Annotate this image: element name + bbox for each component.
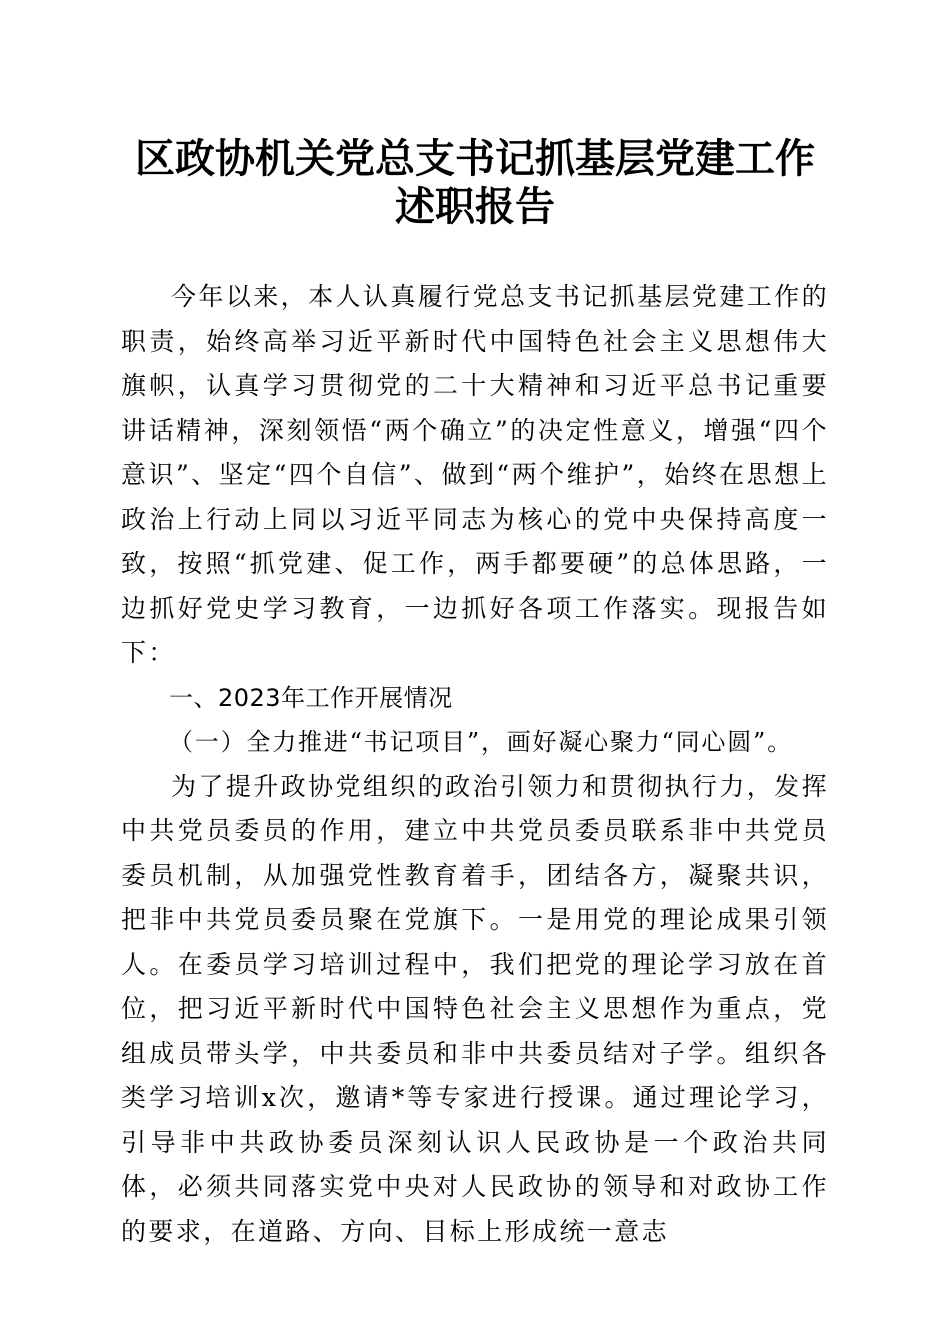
section-heading: 一、2023年工作开展情况 <box>169 683 453 712</box>
document-body <box>121 275 829 1254</box>
subsection-heading: （一）全力推进“书记项目”，画好凝心聚力“同心圆”。 <box>169 728 793 756</box>
body-paragraph: 为了提升政协党组织的政治引领力和贯彻执行力，发挥中共党员委员的作用，建立中共党员委员联系非中共党员委员机制，从加强党性教育着手，团结各方，凝聚共识，把非中共党员委员聚在党旗下。一是用党的理论成果引领人。在委员学习培训过程中，我们把党的理论学习放在首位，把习近平新时代中国特色社会主义思想作为重点，党组成员带头学，中共委员和非中共委员结对子学。组织各类学习培训x次，邀请*等专家进行授课。通过理论学习，引导非中共政协委员深刻认识人民政协是一个政治共同体，必须共同落实党中央对人民政协的领导和对政协工作的要求，在道路、方向、目标上形成统一意志 <box>121 771 829 1246</box>
document-title: 区政协机关党总支书记抓基层党建工作述职报告 <box>135 135 815 230</box>
intro-paragraph: 今年以来，本人认真履行党总支书记抓基层党建工作的职责，始终高举习近平新时代中国特色社会主义思想伟大旗帜，认真学习贯彻党的二十大精神和习近平总书记重要讲话精神，深刻领悟“两个确立”的决定性意义，增强“四个意识”、坚定“四个自信”、做到“两个维护”，始终在思想上政治上行动上同以习近平同志为核心的党中央保持高度一致，按照“抓党建、促工作，两手都要硬”的总体思路，一边抓好党史学习教育，一边抓好各项工作落实。现报告如下： <box>121 282 829 667</box>
